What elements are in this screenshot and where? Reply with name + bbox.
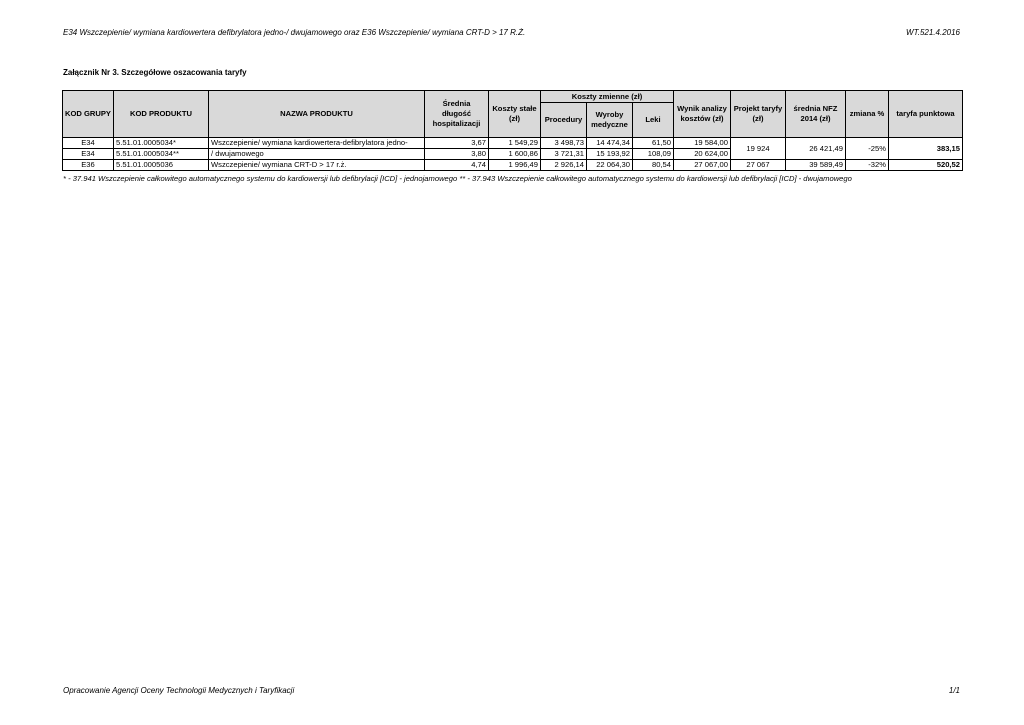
cell-kod-grupy: E36 xyxy=(63,160,114,171)
document-reference-number: WT.521.4.2016 xyxy=(906,28,960,37)
table-row xyxy=(63,138,963,149)
header-taryfa-punktowa: taryfa punktowa xyxy=(889,91,963,138)
header-leki: Leki xyxy=(633,103,674,138)
header-zmiana: zmiana % xyxy=(846,91,889,138)
header-projekt-taryfy: Projekt taryfy (zł) xyxy=(731,91,786,138)
cell-projekt-e34: 19 924 xyxy=(731,138,786,160)
cell-wyroby: 14 474,34 xyxy=(587,138,633,149)
cell-projekt-e36: 27 067 xyxy=(731,160,786,171)
cell-taryfa-e34: 383,15 xyxy=(889,138,963,160)
cell-wyroby: 22 064,30 xyxy=(587,160,633,171)
cell-procedury: 3 721,31 xyxy=(541,149,587,160)
cell-procedury: 2 926,14 xyxy=(541,160,587,171)
cell-srednia: 3,80 xyxy=(425,149,489,160)
page-number: 1/1 xyxy=(948,686,960,695)
cell-koszty-stale: 1 600,86 xyxy=(489,149,541,160)
cell-leki: 61,50 xyxy=(633,138,674,149)
table-row xyxy=(63,160,963,171)
cell-kod-produktu: 5.51.01.0005036 xyxy=(114,160,209,171)
cell-zmiana-e34: -25% xyxy=(846,138,889,160)
cell-leki: 108,09 xyxy=(633,149,674,160)
cell-kod-produktu: 5.51.01.0005034** xyxy=(114,149,209,160)
cell-wynik: 27 067,00 xyxy=(674,160,731,171)
cell-wynik: 20 624,00 xyxy=(674,149,731,160)
cell-zmiana-e36: -32% xyxy=(846,160,889,171)
header-kod-produktu: KOD PRODUKTU xyxy=(114,91,209,138)
cell-nazwa: Wszczepienie/ wymiana kardiowertera-defibrylatora jedno- xyxy=(209,138,425,149)
header-nazwa-produktu: NAZWA PRODUKTU xyxy=(209,91,425,138)
cell-srednia: 4,74 xyxy=(425,160,489,171)
header-kod-grupy: KOD GRUPY xyxy=(63,91,114,138)
cell-srednia-nfz-e36: 39 589,49 xyxy=(786,160,846,171)
cell-srednia-nfz-e34: 26 421,49 xyxy=(786,138,846,160)
cell-koszty-stale: 1 549,29 xyxy=(489,138,541,149)
tariff-table xyxy=(62,90,963,171)
cell-kod-produktu: 5.51.01.0005034* xyxy=(114,138,209,149)
header-wynik-analizy: Wynik analizy kosztów (zł) xyxy=(674,91,731,138)
footer-agency: Opracowanie Agencji Oceny Technologii Medycznych i Taryfikacji xyxy=(63,686,295,695)
cell-taryfa-e36: 520,52 xyxy=(889,160,963,171)
cell-srednia: 3,67 xyxy=(425,138,489,149)
header-procedury: Procedury xyxy=(541,103,587,138)
table-footnote: * - 37.941 Wszczepienie całkowitego automatycznego systemu do kardiowersji lub defibrylacji [ICD] - jednojamowego ** - 37.943 Wszczepienie całkowitego automatycznego systemu do kardiowersji lub defibrylacji [ICD] - dwujamowego xyxy=(63,174,852,183)
header-srednia-dlugosc: Średnia długość hospitalizacji xyxy=(425,91,489,138)
header-koszty-stale: Koszty stałe (zł) xyxy=(489,91,541,138)
header-koszty-zmienne: Koszty zmienne (zł) xyxy=(541,91,674,103)
cell-wynik: 19 584,00 xyxy=(674,138,731,149)
header-srednia-nfz: średnia NFZ 2014 (zł) xyxy=(786,91,846,138)
annex-title: Załącznik Nr 3. Szczegółowe oszacowania taryfy xyxy=(63,68,247,77)
cell-procedury: 3 498,73 xyxy=(541,138,587,149)
cell-nazwa: Wszczepienie/ wymiana CRT-D > 17 r.ż. xyxy=(209,160,425,171)
header-wyroby: Wyroby medyczne xyxy=(587,103,633,138)
cell-leki: 80,54 xyxy=(633,160,674,171)
cell-koszty-stale: 1 996,49 xyxy=(489,160,541,171)
document-header-title: E34 Wszczepienie/ wymiana kardiowertera defibrylatora jedno-/ dwujamowego oraz E36 Wszczepienie/ wymiana CRT-D > 17 R.Ż. xyxy=(63,28,526,37)
cell-kod-grupy: E34 xyxy=(63,138,114,149)
cell-wyroby: 15 193,92 xyxy=(587,149,633,160)
cell-kod-grupy: E34 xyxy=(63,149,114,160)
cell-nazwa: / dwujamowego xyxy=(209,149,425,160)
